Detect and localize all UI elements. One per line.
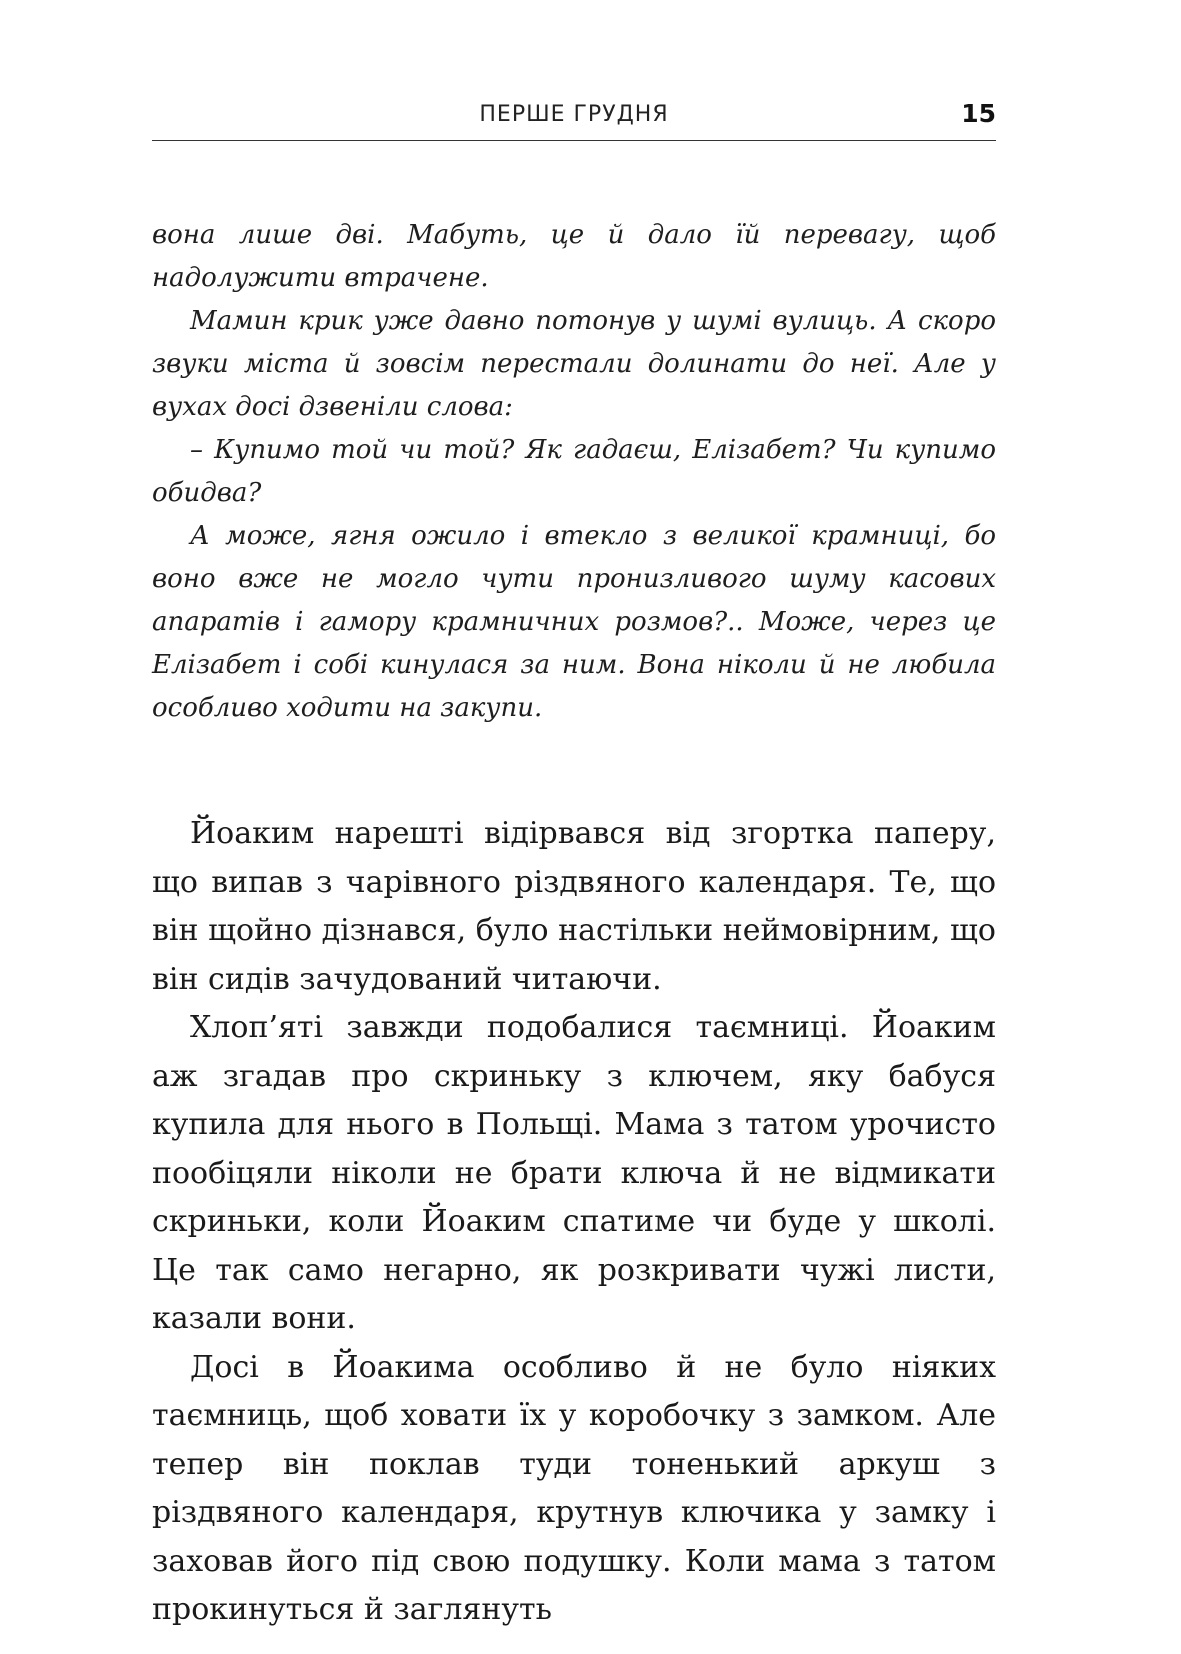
running-header	[152, 97, 996, 137]
header-divider	[152, 140, 996, 141]
body-text-block	[152, 810, 996, 1635]
page-number: 15	[961, 99, 996, 128]
italic-paragraph: Мамин крик уже давно потонув у шумі вулиць. А скоро звуки міста й зовсім перестали долинати до неї. Але у вухах досі дзвеніли слова:	[152, 306, 996, 422]
italic-paragraph: А може, ягня ожило і втекло з великої крамниці, бо воно вже не могло чути пронизливого шуму касових апаратів і гамору крамничних розмов?.. Може, через це Елізабет і собі кинулася за ним. Вона ніколи й не любила особливо ходити на закупи.	[152, 521, 996, 723]
italic-paragraph: – Купимо той чи той? Як гадаєш, Елізабет? Чи купимо обидва?	[152, 435, 996, 508]
italic-text-block	[152, 214, 996, 730]
body-paragraph: Досі в Йоакима особливо й не було ніяких таємниць, щоб ховати їх у коробочку з замком. Але тепер він поклав туди тоненький аркуш з різдвяного календаря, крутнув ключика у замку і заховав його під свою подушку. Коли мама з татом прокинуться й заглянуть	[152, 1349, 996, 1627]
chapter-title: ПЕРШЕ ГРУДНЯ	[479, 102, 669, 127]
italic-paragraph: вона лише дві. Мабуть, це й дало їй перевагу, щоб надолужити втрачене.	[152, 220, 996, 293]
body-paragraph: Хлоп’яті завжди подобалися таємниці. Йоаким аж згадав про скриньку з ключем, яку бабуся купила для нього в Польщі. Мама з татом урочисто пообіцяли ніколи не брати ключа й не відмикати скриньки, коли Йоаким спатиме чи буде у школі. Це так само негарно, як розкривати чужі листи, казали вони.	[152, 1010, 996, 1336]
body-paragraph: Йоаким нарешті відірвався від згортка паперу, що випав з чарівного різдвяного календаря. Те, що він щойно дізнався, було настільки неймовірним, що він сидів зачудований читаючи.	[152, 816, 996, 997]
